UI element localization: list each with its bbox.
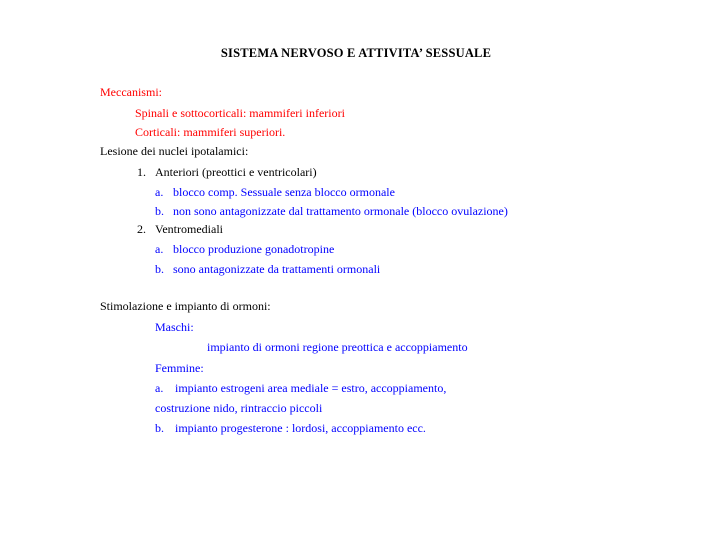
list-marker: a.: [155, 381, 164, 395]
list-marker: b.: [155, 262, 164, 276]
line-femmine: [155, 360, 204, 376]
document-title: SISTEMA NERVOSO E ATTIVITA’ SESSUALE: [220, 46, 492, 60]
line-text: Anteriori (preottici e ventricolari): [155, 165, 317, 179]
line-non-antagonizzate: [155, 203, 508, 219]
line-text: Ventromediali: [155, 222, 223, 236]
list-marker: b.: [155, 421, 164, 435]
line-text: sono antagonizzate da trattamenti ormonali: [173, 262, 381, 276]
line-text: Spinali e sottocorticali: mammiferi inferiori: [135, 106, 345, 120]
line-text: impianto di ormoni regione preottica e accoppiamento: [207, 340, 468, 354]
line-blocco-comp-sessuale: [155, 184, 395, 200]
line-text: Lesione dei nuclei ipotalamici:: [100, 144, 249, 158]
line-costruzione-nido: [155, 400, 322, 416]
line-ventromediali: [137, 221, 223, 237]
line-sono-antagonizzate: [155, 261, 380, 277]
line-text: costruzione nido, rintraccio piccoli: [155, 401, 323, 415]
line-text: non sono antagonizzate dal trattamento ormonale (blocco ovulazione): [173, 204, 508, 218]
line-text: impianto estrogeni area mediale = estro, accoppiamento,: [175, 381, 447, 395]
line-blocco-gonadotropine: [155, 241, 334, 257]
list-marker: b.: [155, 204, 164, 218]
line-text: Corticali: mammiferi superiori.: [135, 125, 286, 139]
line-text: Femmine:: [155, 361, 204, 375]
line-maschi: [155, 319, 194, 335]
line-meccanismi: [100, 84, 162, 100]
line-stimolazione-impianto: [100, 298, 271, 314]
list-marker: a.: [155, 185, 164, 199]
line-anteriori: [137, 164, 317, 180]
line-impianto-estrogeni: [155, 380, 446, 396]
list-marker: 2.: [137, 222, 146, 236]
line-text: impianto progesterone : lordosi, accoppiamento ecc.: [175, 421, 426, 435]
line-spinali-sottocorticali: [135, 105, 345, 121]
line-impianto-preottica: [207, 339, 468, 355]
list-marker: 1.: [137, 165, 146, 179]
line-text: Meccanismi:: [100, 85, 162, 99]
line-text: blocco comp. Sessuale senza blocco ormonale: [173, 185, 395, 199]
line-lesione-nuclei: [100, 143, 248, 159]
line-impianto-progesterone: [155, 420, 426, 436]
line-text: blocco produzione gonadotropine: [173, 242, 335, 256]
line-text: Stimolazione e impianto di ormoni:: [100, 299, 271, 313]
list-marker: a.: [155, 242, 164, 256]
line-corticali: [135, 124, 285, 140]
line-text: Maschi:: [155, 320, 194, 334]
